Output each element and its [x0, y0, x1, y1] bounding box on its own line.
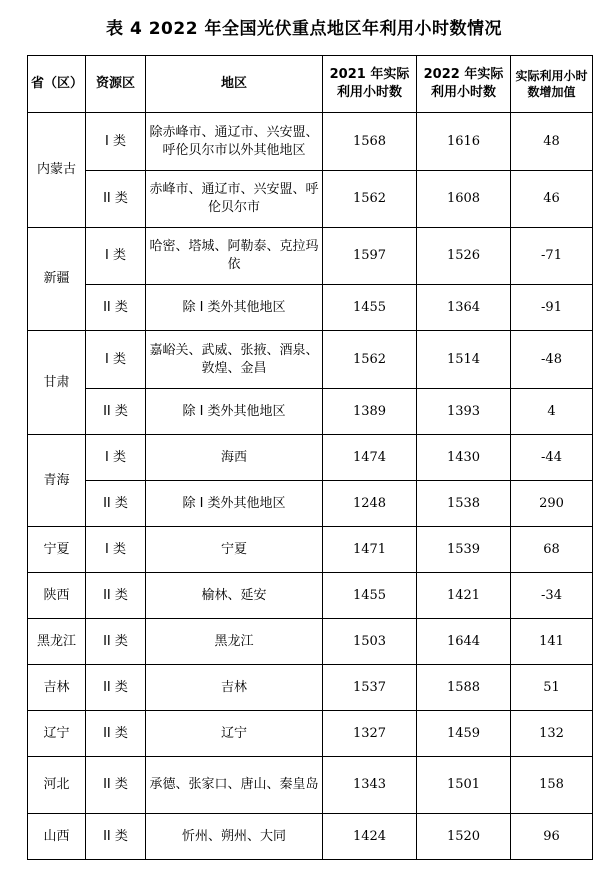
- resource-cell: I 类: [86, 113, 146, 171]
- province-cell: 河北: [28, 757, 86, 814]
- province-cell: 陕西: [28, 573, 86, 619]
- area-cell: 辽宁: [146, 711, 323, 757]
- resource-cell: II 类: [86, 285, 146, 331]
- area-cell: 黑龙江: [146, 619, 323, 665]
- h2022-cell: 1538: [417, 481, 511, 527]
- h2022-cell: 1539: [417, 527, 511, 573]
- header-resource: 资源区: [86, 56, 146, 113]
- area-cell: 海西: [146, 435, 323, 481]
- area-cell: 赤峰市、通辽市、兴安盟、呼伦贝尔市: [146, 171, 323, 228]
- area-cell: 除 I 类外其他地区: [146, 481, 323, 527]
- h2021-cell: 1327: [323, 711, 417, 757]
- h2021-cell: 1471: [323, 527, 417, 573]
- h2022-cell: 1430: [417, 435, 511, 481]
- header-row: [28, 56, 593, 113]
- delta-cell: -91: [511, 285, 593, 331]
- table-row: [28, 665, 593, 711]
- table-title: 表 4 2022 年全国光伏重点地区年利用小时数情况: [106, 19, 502, 39]
- province-cell: 吉林: [28, 665, 86, 711]
- resource-cell: II 类: [86, 619, 146, 665]
- h2022-cell: 1608: [417, 171, 511, 228]
- header-province: 省（区）: [28, 56, 86, 113]
- resource-cell: II 类: [86, 814, 146, 860]
- resource-cell: II 类: [86, 711, 146, 757]
- resource-cell: II 类: [86, 389, 146, 435]
- province-cell: 宁夏: [28, 527, 86, 573]
- h2021-cell: 1568: [323, 113, 417, 171]
- delta-cell: 290: [511, 481, 593, 527]
- delta-cell: -48: [511, 331, 593, 389]
- h2021-cell: 1343: [323, 757, 417, 814]
- province-cell: 辽宁: [28, 711, 86, 757]
- delta-cell: 51: [511, 665, 593, 711]
- table-row: [28, 619, 593, 665]
- table-row: [28, 435, 593, 481]
- delta-cell: 96: [511, 814, 593, 860]
- resource-cell: II 类: [86, 171, 146, 228]
- resource-cell: II 类: [86, 757, 146, 814]
- h2022-cell: 1644: [417, 619, 511, 665]
- delta-cell: 132: [511, 711, 593, 757]
- delta-cell: 46: [511, 171, 593, 228]
- area-cell: 承德、张家口、唐山、秦皇岛: [146, 757, 323, 814]
- delta-cell: -44: [511, 435, 593, 481]
- table-row: [28, 527, 593, 573]
- h2021-cell: 1562: [323, 171, 417, 228]
- resource-cell: I 类: [86, 435, 146, 481]
- resource-cell: I 类: [86, 527, 146, 573]
- province-cell: 青海: [28, 435, 86, 527]
- h2021-cell: 1474: [323, 435, 417, 481]
- province-cell: 黑龙江: [28, 619, 86, 665]
- delta-cell: -34: [511, 573, 593, 619]
- area-cell: 除 I 类外其他地区: [146, 285, 323, 331]
- header-delta: 实际利用小时数增加值: [511, 56, 593, 113]
- h2021-cell: 1455: [323, 285, 417, 331]
- h2021-cell: 1424: [323, 814, 417, 860]
- province-cell: 新疆: [28, 228, 86, 331]
- delta-cell: 141: [511, 619, 593, 665]
- h2022-cell: 1588: [417, 665, 511, 711]
- resource-cell: I 类: [86, 331, 146, 389]
- h2021-cell: 1503: [323, 619, 417, 665]
- delta-cell: 48: [511, 113, 593, 171]
- province-cell: 甘肃: [28, 331, 86, 435]
- h2021-cell: 1248: [323, 481, 417, 527]
- header-2022: 2022 年实际利用小时数: [417, 56, 511, 113]
- table-row: [28, 285, 593, 331]
- area-cell: 除赤峰市、通辽市、兴安盟、呼伦贝尔市以外其他地区: [146, 113, 323, 171]
- h2022-cell: 1514: [417, 331, 511, 389]
- h2022-cell: 1393: [417, 389, 511, 435]
- h2022-cell: 1520: [417, 814, 511, 860]
- delta-cell: 158: [511, 757, 593, 814]
- delta-cell: 4: [511, 389, 593, 435]
- h2021-cell: 1455: [323, 573, 417, 619]
- table-row: [28, 814, 593, 860]
- resource-cell: I 类: [86, 228, 146, 285]
- province-cell: 山西: [28, 814, 86, 860]
- h2022-cell: 1526: [417, 228, 511, 285]
- resource-cell: II 类: [86, 481, 146, 527]
- province-cell: 内蒙古: [28, 113, 86, 228]
- table-row: [28, 113, 593, 171]
- h2022-cell: 1364: [417, 285, 511, 331]
- table-row: [28, 573, 593, 619]
- pv-hours-table: [27, 55, 593, 860]
- header-2021: 2021 年实际利用小时数: [323, 56, 417, 113]
- h2022-cell: 1459: [417, 711, 511, 757]
- area-cell: 嘉峪关、武威、张掖、酒泉、敦煌、金昌: [146, 331, 323, 389]
- h2021-cell: 1537: [323, 665, 417, 711]
- h2022-cell: 1501: [417, 757, 511, 814]
- table-row: [28, 228, 593, 285]
- area-cell: 哈密、塔城、阿勒泰、克拉玛依: [146, 228, 323, 285]
- header-area: 地区: [146, 56, 323, 113]
- resource-cell: II 类: [86, 573, 146, 619]
- h2021-cell: 1597: [323, 228, 417, 285]
- table-row: [28, 481, 593, 527]
- table-row: [28, 331, 593, 389]
- h2022-cell: 1616: [417, 113, 511, 171]
- table-row: [28, 757, 593, 814]
- table-row: [28, 389, 593, 435]
- delta-cell: -71: [511, 228, 593, 285]
- area-cell: 忻州、朔州、大同: [146, 814, 323, 860]
- table-row: [28, 171, 593, 228]
- h2021-cell: 1562: [323, 331, 417, 389]
- area-cell: 榆林、延安: [146, 573, 323, 619]
- delta-cell: 68: [511, 527, 593, 573]
- area-cell: 除 I 类外其他地区: [146, 389, 323, 435]
- resource-cell: II 类: [86, 665, 146, 711]
- h2022-cell: 1421: [417, 573, 511, 619]
- table-row: [28, 711, 593, 757]
- area-cell: 吉林: [146, 665, 323, 711]
- h2021-cell: 1389: [323, 389, 417, 435]
- area-cell: 宁夏: [146, 527, 323, 573]
